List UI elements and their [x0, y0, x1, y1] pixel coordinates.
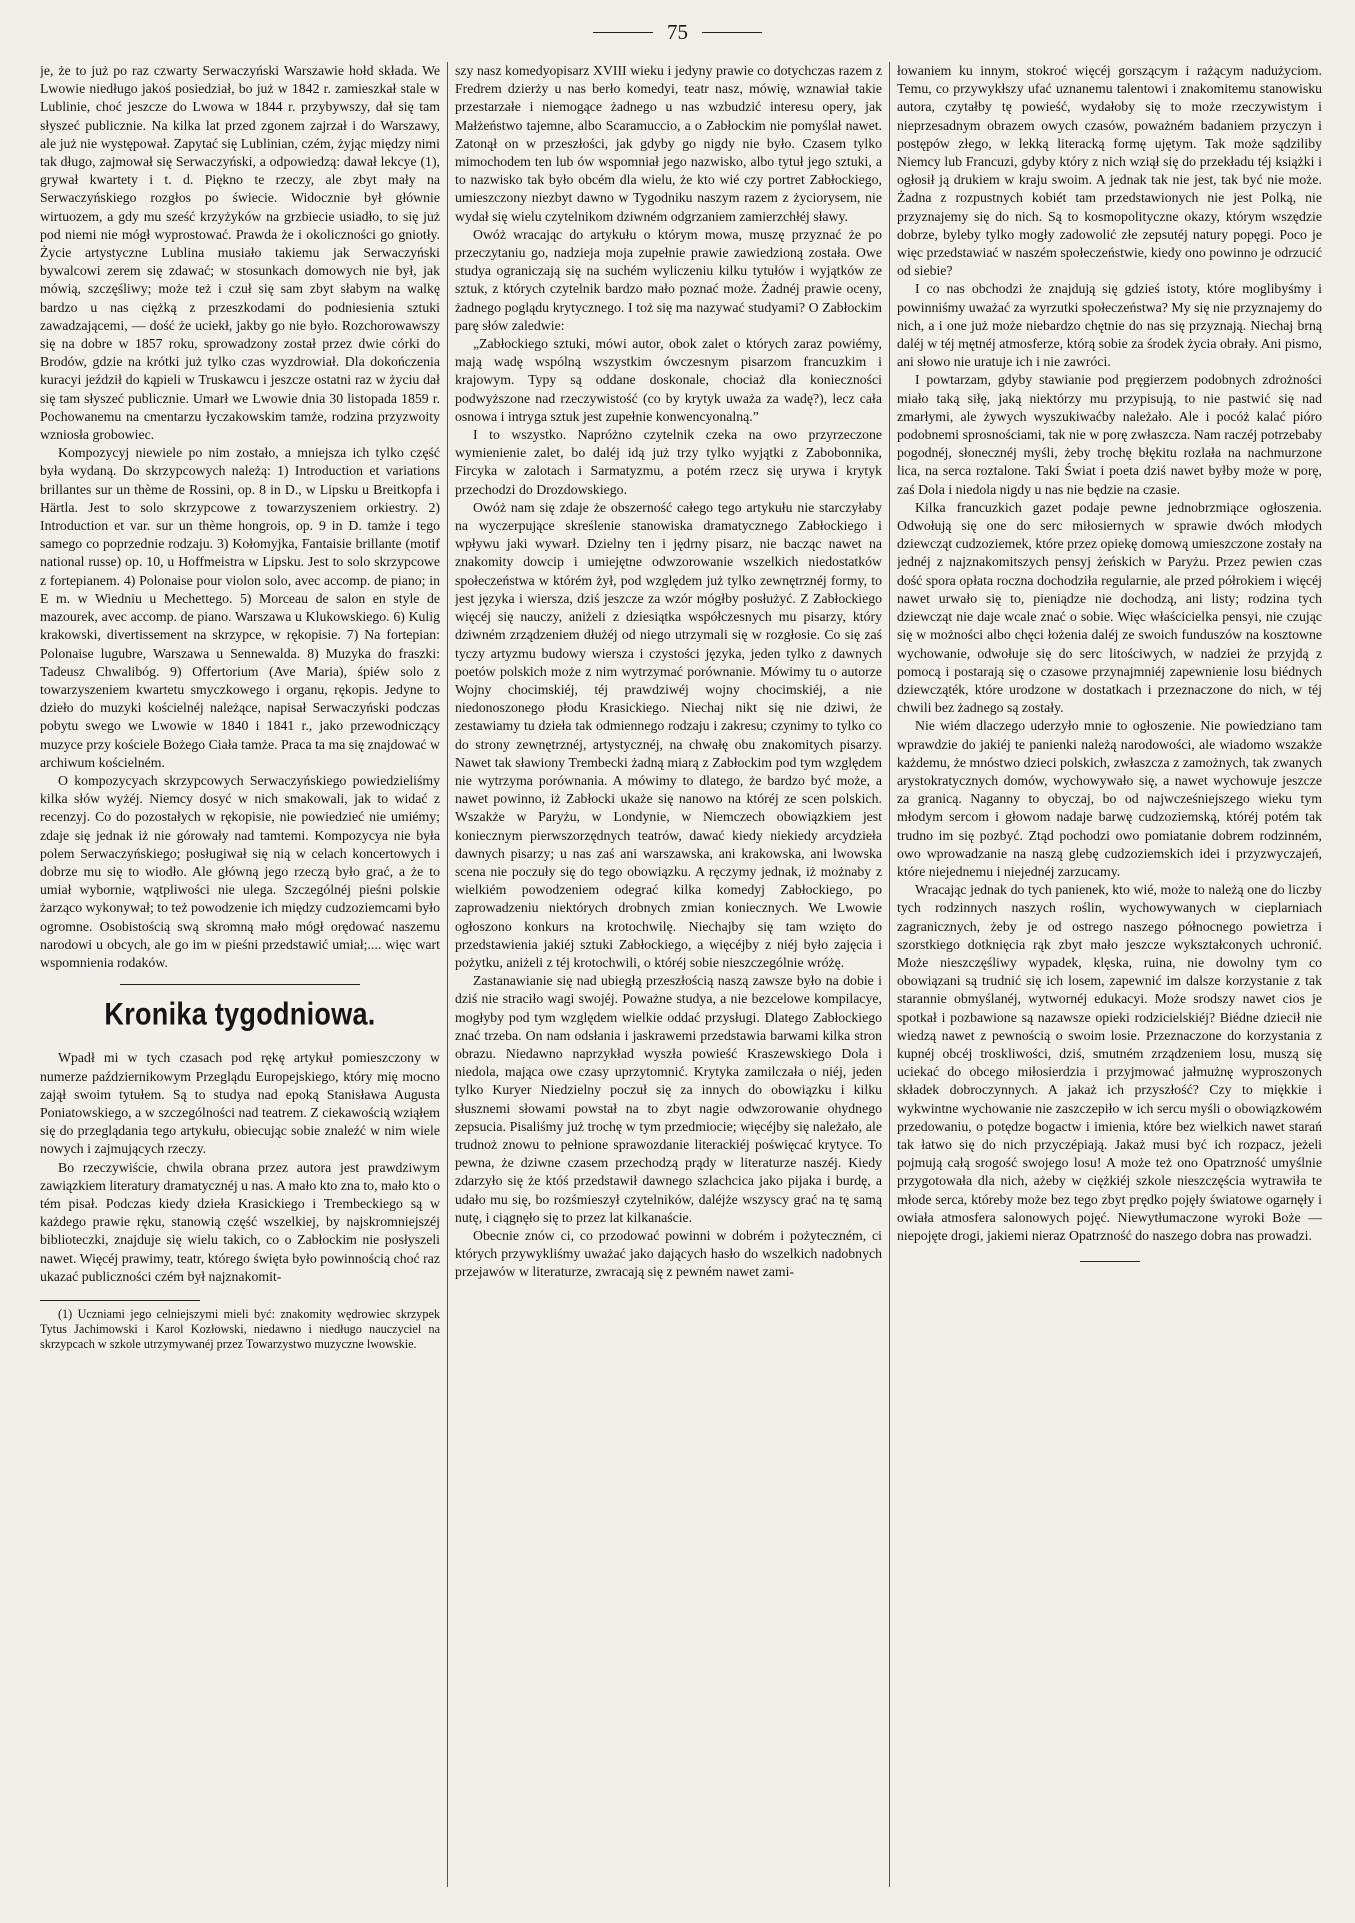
- footnote: (1) Uczniami jego celniejszymi mieli być: znakomity wędrowiec skrzypek Tytus Jachimowski i Karol Kozłowski, niedawno i niedługo nauczyciel na skrzypcach w szkole utrzymywanéj przez Towarzystwo muzyczne lwowskie.: [40, 1307, 440, 1351]
- paragraph: I to wszystko. Napróżno czytelnik czeka na owo przyrzeczone wymienienie zalet, bo daléj idą już trzy tylko wyjątki z Zabobonnika, Fircyka w zalotach i Sarmatyzmu, a potém rzecz się urywa i krytyk przechodzi do Drozdowskiego.: [455, 427, 882, 497]
- column-2: [455, 62, 882, 1892]
- paragraph: Bo rzeczywiście, chwila obrana przez autora jest prawdziwym zawiązkiem literatury dramatycznéj u nas. A mało kto zna to, mało kto o tém pisał. Podczas kiedy dzieła Krasickiego i Trembeckiego są w każdego prawie ręku, stanowią część wszelkiej, by najskromniejszéj biblioteczki, znajduje się wielu takich, co o Zabłockim nie posłyszeli nawet. Więcéj prawimy, teatr, którego święta było powinnością choć raz ukazać publiczności czém był najznakomit-: [40, 1159, 440, 1284]
- column-1: [40, 62, 440, 1892]
- paragraph: łowaniem ku innym, stokroć więcéj gorszącym i rażącym nadużyciom. Temu, co przywykłszy ufać uznanemu talentowi i znakomitemu stanowisku autora, czytałby tę powieść, wydałoby się to może rzeczywistym i nieprzesadnym obrazem owych czasów, poważném badaniem przyczyn i postępów złego, w lekką literacką formę ujętym. Tak może sądziliby Niemcy lub Francuzi, gdyby który z nich wziął się do przekładu téj książki i ogłosił ją drukiem w kraju swoim. A jednak tak nie jest, tak być nie może. Żadna z rozpustnych kobiét tam przedstawionych nie jest Polką, nie przyznajemy się do nich. Są to kosmopolityczne okazy, którym wszędzie dobrze, byleby tylko mogły zadowolić złe zepsutéj natury popęgi. Poco je więc przedstawiać w naszém społeczeństwie, kiedy ono powinno je odrzucić od siebie?: [897, 63, 1322, 279]
- paragraph: Owóż nam się zdaje że obszerność całego tego artykułu nie starczyłaby na wyczerpujące skreślenie stanowiska dramatycznego Zabłockiego i wpływu jaki wywarł. Dzielny ten i jędrny pisarz, nie bacząc nawet na znakomity dowcip i umiejętne odwzorowanie wszelkich niedostatków społeczeństwa w którém żył, pod względem już tylko zewnętrznéj formy, to jest języka i wiersza, dziś jeszcze za wzór mógłby posłużyć. Z Zabłockiego więcéj się nauczy, aniżeli z dziesiątka współczesnych mu pisarzy, który dziwném zrządzeniem dłużéj od niego utrzymali się w rozgłosie. Co się zaś tyczy artyzmu budowy wiersza i czystości języka, jeden tylko z dawnych poetów polskich może z nim wytrzymać porównanie. Mówimy tu o autorze Wojny chocimskiéj, téj prawdziwéj wojny chocimskiéj, a nie niedonoszonego płodu Krasickiego. Niechaj nikt się nie dziwi, że zestawiamy tu dzieła tak odmiennego rodzaju i zakresu; czynimy to tylko co do strony zewnętrznéj, artystycznéj, na chwałę obu znakomitych pisarzy. Nawet tak sławiony Trembecki żadną miarą z Zabłockim pod tym względem nie wytrzyma porównania. A mówimy to dlatego, że bardzo być może, a nawet powinno, iż Zabłocki ukaże się nanowo na któréj ze scen polskich. Wszakże w Paryżu, w Londynie, w Niemczech obowiązkiem jest koniecznym pierwszorzędnych teatrów, dawać kiedy niekiedy arcydzieła dawnych pisarzy; u nas zaś ani warszawska, ani krakowska, ani lwowska scena nie poczuły się do tego obowiązku. A ręczymy jednak, iż możnaby z wielkiém powodzeniem odegrać kilka komedyj Zabłockiego, po zaprowadzeniu niektórych drobnych zmian koniecznych. We Lwowie ogłoszono konkurs na krotochwilę. Niechajby się tam wzięto do przedstawienia jakiéj sztuki Zabłockiego, a więcéjby z niéj było zajęcia i pożytku, aniżeli z téj krotochwili, o któréj sobie nieszczególnie wróżę.: [455, 499, 882, 970]
- section-heading: Kronika tygodniowa.: [104, 996, 376, 1032]
- quotation: „Zabłockiego sztuki, mówi autor, obok zalet o których zaraz powiémy, mają wadę wspólną wszystkim ówczesnym pisarzom francuzkim i krajowym. Typy są oddane doskonale, chociaż dla konieczności podwyższone nad rzeczywistość (co by krytyk uważa za wadę?), lecz cała osnowa i intryga sztuk jest zupełnie konwencyonalną.”: [455, 336, 882, 424]
- column-divider-2: [889, 62, 890, 1887]
- section-divider: [120, 984, 360, 985]
- paragraph: Kompozycyj niewiele po nim zostało, a mniejsza ich tylko część była wydaną. Do skrzypcowych należą: 1) Introduction et variations brillantes sur un thème de Rossini, op. 8 in D., w Lipsku u Breitkopfa i Härtla. Jest to solo skrzypcowe z towarzyszeniem orkiestry. 2) Introduction et var. sur un thème hongrois, op. 9 in D. tamże i tego samego co poprzednie rodzaju. 3) Kołomyjka, Fantaisie brillante (motif national russe) op. 10, u Hoffmeistra w Lipsku. Jest to solo skrzypcowe z fortepianem. 4) Polonaise pour violon solo, avec accomp. de piano; in E m. w Wiedniu u Mechettego. 5) Morceau de salon en style de mazourek, avec accomp. de piano. Warszawa u Klukowskiego. 6) Kulig krakowski, divertissement na skrzypce, w rękopisie. 7) Na fortepian: Polonaise lugubre, Warszawa u Sennewalda. 8) Muzyka do fraszki: Tadeusz Chwalibóg. 9) Offertorium (Ave Maria), śpiéw solo z towarzyszeniem kwartetu smyczkowego i organu, rękopis. Jedyne to dzieło do muzyki kościelnéj należące, napisał Serwaczyński podczas pobytu swego we Lwowie w 1840 i 1841 r., jako przewodniczący muzyce przy kościele Bożego Ciała tamże. Praca ta ma się znajdować w archiwum kościelném.: [40, 445, 440, 770]
- paragraph: Zastanawianie się nad ubiegłą przeszłością naszą zawsze było na dobie i dziś nie straciło wagi swojéj. Poważne studya, a nie bezcelowe kompilacye, mogłyby pod tym względem wielkie oddać przysługi. Dlatego Zabłockiego znać trzeba. On nam odsłania i jaskrawemi przedstawia barwami kilka stron obrazu. Niedawno naprzykład wyszła powieść Kraszewskiego Dola i niedola, mająca owe czasy uprzytomnić. Krytyka zamilczała o niéj, jeden tylko Kuryer Niedzielny poczuł się za innych do obowiązku i kilku słusznemi słowami powstał na to zbyt nagie odwzorowanie ohydnego zepsucia. Pisaliśmy już trochę w tym przedmiocie; więcéjby się należało, ale trudnoż znowu to pełnione sprawozdanie literackiéj poświęcać krytyce. To pewna, że dziwne czasem przechodzą prądy w literaturze naszéj. Kiedy zdarzyło się że któś przedstawił dawnego szlachcica jako pijaka i burdę, a udało mu się, bo rozśmieszył czytelników, daléjże wszyscy grać na tę samą nutę, i ciągnęło się to przez lat kilkanaście.: [455, 973, 882, 1225]
- paragraph: Wpadł mi w tych czasach pod rękę artykuł pomieszczony w numerze październikowym Przeglądu Europejskiego, który mię mocno zajął swoim tytułem. Są to studya nad epoką Stanisława Augusta Poniatowskiego, a w szczególności nad teatrem. Z ciekawością wziąłem się do przeglądania tego artykułu, obiecując sobie znaleźć w nim wiele nowych i zajmujących rzeczy.: [40, 1050, 440, 1157]
- paragraph: I powtarzam, gdyby stawianie pod pręgierzem podobnych zdrożności miało taką siłę, jaką niektórzy mu przypisują, to nie pastwić się nad zmarłymi, ale żywych wyszukiwaćby należało. Ale i pocóż kalać pióro podobnemi sprosnościami, tak nie w porę zwłaszcza. Nam raczéj potrzebaby pogodnéj, słonecznéj myśli, żeby trochę błękitu rozlała na nachmurzone lica, na serca roztalone. Taki Świat i poeta dziś nawet byłby może w porę, zaś Dola i niedola nigdy u nas nie będzie na czasie.: [897, 372, 1322, 497]
- page-header: [0, 20, 1355, 45]
- header-rule-right: [702, 32, 762, 33]
- footnote-rule: [40, 1300, 200, 1301]
- paragraph: Owóż wracając do artykułu o którym mowa, muszę przyznać że po przeczytaniu go, nadzieja moja zupełnie prawie zawiedzioną została. Owe studya ograniczają się na suchém wyliczeniu kilku tytułów i wyjątków ze sztuk, z których czytelnik bardzo mało poznać może. Żadnéj prawie oceny, żadnego poglądu krytycznego. I toż się ma nazywać studyami? O Zabłockim parę słów zaledwie:: [455, 226, 882, 333]
- end-rule: [1080, 1261, 1140, 1262]
- column-divider-1: [447, 62, 448, 1887]
- paragraph: szy nasz komedyopisarz XVIII wieku i jedyny prawie co dotychczas razem z Fredrem dzierży u nas berło komedyi, teatr nasz, mówię, wznawiał takie przestarzałe i niemogące żadnego u nas wzbudzić interesu opery, jak Małżeństwo tajemne, albo Scaramuccio, a o Zabłockim nie pomyślał nawet. Zatonął on w przeszłości, jak gdyby go nigdy nie było. Czasem tylko mimochodem ten lub ów wspomniał jego nazwisko, albo tytuł jego sztuki, a to nazwisko tak było obcém dla wielu, że kto wié czy portret Zabłockiego, umieszczony niezbyt dawno w Tygodniku naszym razem z życiorysem, nie wydał się wielu czytelnikom dziwném odgrzaniem zamierzchłéj sławy.: [455, 63, 882, 224]
- header-rule-left: [593, 32, 653, 33]
- paragraph: Wracając jednak do tych panienek, kto wié, może to należą one do liczby tych rodzinnych naszych roślin, wychowywanych w cieplarniach zagranicznych, żeby je od ostrego naszego północnego powietrza i szorstkiego dotknięcia rąk zbyt mało jeszcze wykształconych uchronić. Może nieszczęśliwy wypadek, klęska, ruina, nie dowolny tym co obowiązani są trudnić się ich losem, zapewnić im dalsze korzystanie z tak starannie obmyślanéj, wytwornéj edukacyi. Może srodszy nawet cios je spotkał i pozbawione są nazawsze opieki rodzicielskiéj? Biédne dziecił nie wiedzą nawet z pewnością o swoim losie. Przeznaczone do korzystania z kupnéj obcéj troskliwości, dziś, smutném zrządzeniem losu, muszą się uciekać do obcego miłosierdzia i przyjmować jałmużnę wyproszonych składek dobroczynnych. A jakaż ich przyszłość? Czy to miękkie i wykwintne wychowanie nie zaszczepiło w ich sercu myśli o obowiązkowém przedowaniu, o potędze bogactw i imienia, które bez wielkich nawet starań tak łatwo się do nich przyczépiają. Jakaż musi być ich rozpacz, jeżeli pojmują całą srogość swojego losu! A może też ono Opatrzność umyślnie przygotowała dla nich, ażeby w ciężkiéj szkole nieszczęścia wytrawiła te młode serca, któreby może bez tego zbyt prędko pojęły światowe ogarnęły i owiała atmosfera salonowych pojęć. Niewytłumaczone wyroki Boże — niepojęte drogi, jakiemi nieraz Opatrzność do naszego dobra nas prowadzi.: [897, 882, 1322, 1243]
- paragraph: Obecnie znów ci, co przodować powinni w dobrém i pożyteczném, ci których przywykliśmy uważać jako dających hasło do wszelkich nadobnych przejawów w literaturze, zwracają się z pewném nawet zami-: [455, 1228, 882, 1280]
- paragraph: O kompozycyach skrzypcowych Serwaczyńskiego powiedzieliśmy kilka słów wyżéj. Niemcy dosyć w nich smakowali, jak to widać z recenzyj. Co do pozostałych w rękopisie, nie powiedzieć nie umiémy; zdaje się jednak iż nie górowały nad tamtemi. Kompozycya nie była polem Serwaczyńskiego; posługiwał się nią w celach koncertowych i dobrze mu się to wiodło. Ale główną jego rzeczą było grać, a że to umiał wybornie, wątpliwości nie ulega. Szczególnéj pieśni polskie żarząco wykonywał; to też powodzenie ich między cudzoziemcami było ogromne. Osobistością swą skromną mało mógł orędować naszemu narodowi u obcych, ale go im w pieśni przedstawić umiał;.... więc wart wspomnienia rodaków.: [40, 772, 440, 970]
- column-3: [897, 62, 1322, 1892]
- page-number: 75: [667, 20, 688, 44]
- paragraph: je, że to już po raz czwarty Serwaczyński Warszawie hołd składa. We Lwowie niedługo jakoś posiedział, bo już w 1842 r. zamieszkał stale w Lublinie, choć jeszcze do Lwowa w 1844 r. przybywszy, dał się tam słyszeć publicznie. Na kilka lat przed zgonem zajrzał i do Warszawy, ale już nie występował. Zapytać się Lublinian, czém, żyjąc między nimi tak długo, zajmował się Serwaczyński, a odpowiedzą: dawał lekcye (1), grywał kwartety i t. d. Piękno te rzeczy, ale zbyt mały na Serwaczyńskiego rozgłos po świecie. Widocznie był głównie wirtuozem, a gdy mu sześć krzyżyków na grzbiecie usiadło, to się już pod niemi nie mógł wyprostować. Prawda że i okoliczności go gniotły. Życie artystyczne Lublina musiało takiemu jak Serwaczyński bywalcowi zerem się zdawać; w stosunkach domowych nie był, jak mówią, szczęśliwy; może też i czuł się sam zbyt słabym na walkę bardzo u nas ciężką z przeszkodami do podniesienia sztuki zawadzającemi, — dość że uciekł, jakby go nie było. Rozchorowawszy się na dobre w 1857 roku, sprowadzony został przez dwie córki do Brodów, gdzie na krótki już tylko czas wyzdrowiał. Dla dokończenia kuracyi jeździł do kąpieli w Truskawcu i jeszcze ostatni raz w życiu dał się tam słyszeć publicznie. Umarł we Lwowie dnia 30 listopada 1859 r. Pochowanemu na cmentarzu łyczakowskim tamże, rodzina przyzwoity wzniosła grobowiec.: [40, 63, 440, 443]
- paragraph: I co nas obchodzi że znajdują się gdzieś istoty, które moglibyśmy i powinniśmy uważać za wyrzutki społeczeństwa? My się nie przyznajemy do nich, a i one już może niebardzo chętnie do nas się przyznają. Niechaj brną daléj w téj mętnéj atmosferze, którą sobie za środek życia obrały. Ani pismo, ani słowo nie uratuje ich i nie zawróci.: [897, 281, 1322, 370]
- paragraph: Nie wiém dlaczego uderzyło mnie to ogłoszenie. Nie powiedziano tam wprawdzie do jakiéj te panienki należą narodowości, ale wiadomo wszakże każdemu, że mnóstwo dzieci polskich, zwłaszcza z zamożnych, tak zwanych arystokratycznych domów, wychowywało się, a nawet wychowuje jeszcze za granicą. Naganny to obyczaj, bo od najwcześniejszego wieku tym młodym sercom i głowom nadaje barwę cudzoziemską, któréj potém tak trudno im się pozbyć. Ztąd pochodzi owo pomiatanie dobrem rodzinném, owo wprowadzanie na naszą glebę cudzoziemskich idei i przyzwyczajeń, które niejednemu i niejednéj zarzucamy.: [897, 718, 1322, 879]
- paragraph: Kilka francuzkich gazet podaje pewne jednobrzmiące ogłoszenia. Odwołują się one do serc miłosiernych w sprawie dwóch młodych dziewcząt cudzoziemek, które przez opiekę domową umieszczone zostały na jednéj z najznakomitszych pensyj żeńskich w Paryżu. Przez pewien czas dość spora opłata roczna dochodziła regularnie, ale przed półrokiem i więcéj nawet urwało się to, pieniądze nie dochodzą, ani listy; rodzina tych dziewcząt nie daje wcale znać o sobie. Więc właścicielka pensyi, nie czując się w możności albo chęci łożenia daléj ze swoich funduszów na kosztowne wychowanie, odwołuje się do serc litościwych, w nadziei że przyjdą z pomocą i postarają się o czasowe przynajmniéj zapewnienie losu biédnych dziewcząték, które urodzone w dostatkach i przeznaczone do nich, w téj chwili bez żadnego są zostały.: [897, 499, 1322, 716]
